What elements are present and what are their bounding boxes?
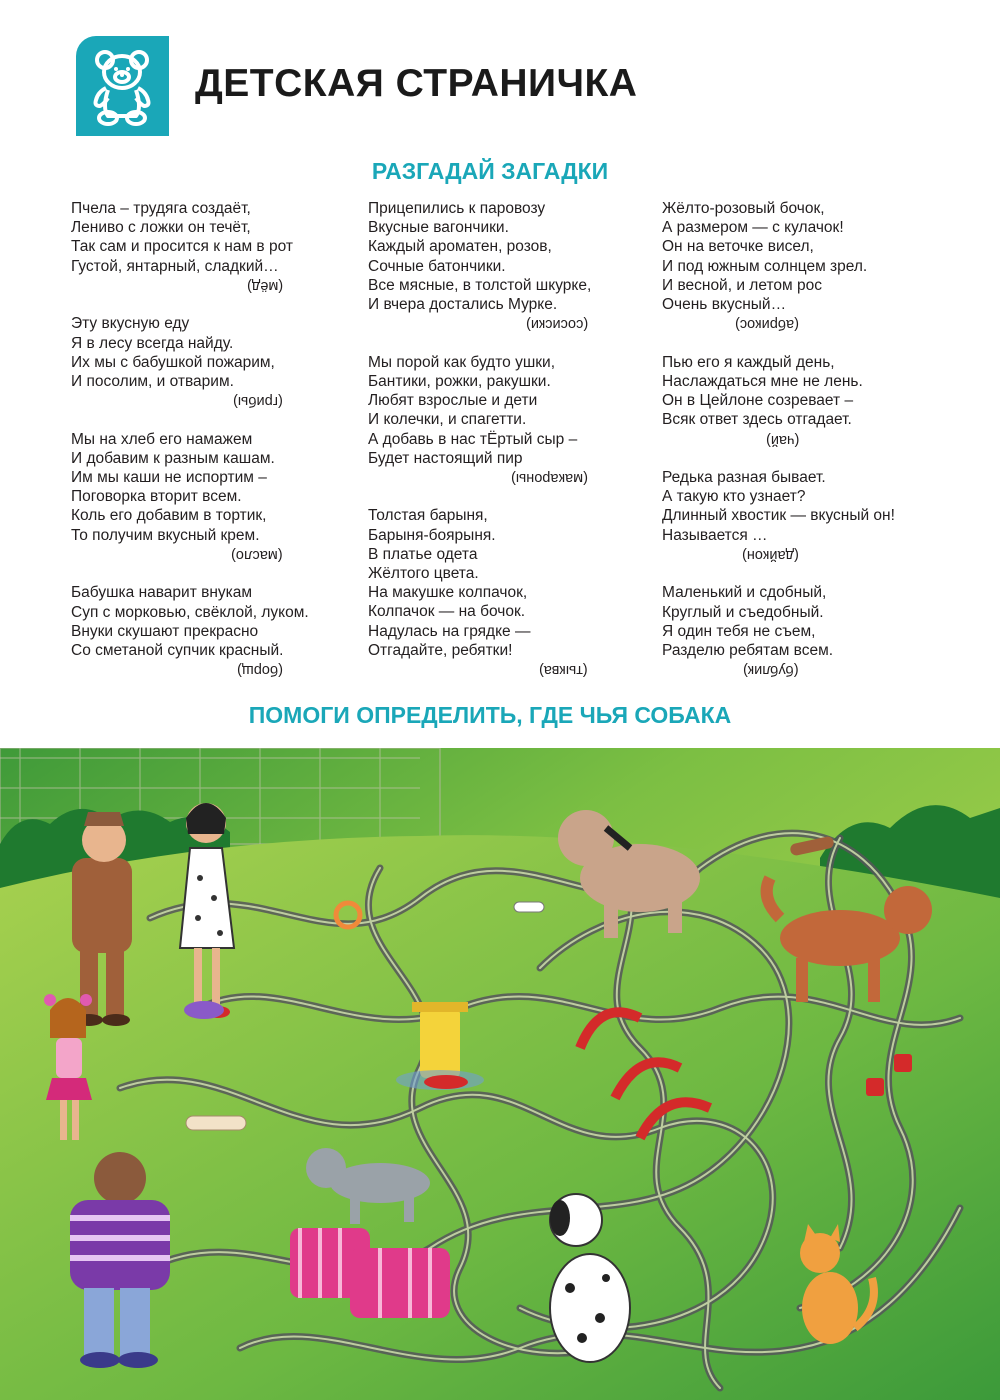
riddle-line: Мы на хлеб его намажем [71, 430, 253, 448]
riddle-answer [662, 430, 942, 449]
riddle-line: На макушке колпачок, [368, 584, 528, 602]
riddle [71, 199, 351, 295]
riddle-line: Эту вкусную еду [71, 315, 190, 333]
dog-maze-illustration [0, 748, 1000, 1400]
riddle-line: Все мясные, в толстой шкурке, [368, 276, 592, 294]
riddle-answer-text: (грибы) [233, 393, 283, 410]
riddle [662, 353, 942, 449]
riddle-line: И весной, и летом рос [662, 276, 822, 294]
riddle-line: Любят взрослые и дети [368, 392, 538, 410]
riddle-answer-text: (бублик) [743, 662, 799, 679]
riddle-line: Мы порой как будто ушки, [368, 353, 556, 371]
riddle-line: Жёлто-розовый бочок, [662, 200, 825, 217]
riddle-line: Каждый ароматен, розов, [368, 238, 552, 256]
riddle-line: Всяк ответ здесь отгадает. [662, 411, 852, 429]
riddle-line: Называется … [662, 526, 768, 544]
riddle [368, 199, 648, 333]
riddle-line: Лениво с ложки он течёт, [71, 219, 251, 237]
riddle-answer-text: (абрикос) [734, 316, 799, 333]
riddle-line: Сочные батончики. [368, 257, 506, 275]
riddle-line: Редька разная бывает. [662, 469, 826, 487]
riddle-line: Суп с морковью, свёклой, луком. [71, 603, 309, 621]
riddle-line: Барыня-боярыня. [368, 526, 496, 544]
riddle-line: Он на веточке висел, [662, 238, 814, 256]
riddle-line: Густой, янтарный, сладкий… [71, 257, 279, 275]
riddle-answer-text: (тыква) [539, 662, 588, 679]
riddle [368, 506, 648, 679]
riddle-answer-text: (чай) [765, 431, 799, 448]
riddle-line: Отгадайте, ребятки! [368, 641, 513, 659]
riddle-line: Разделю ребятам всем. [662, 641, 834, 659]
riddle-answer [368, 660, 648, 679]
riddle-line: Я в лесу всегда найду. [71, 334, 234, 352]
riddle [368, 353, 648, 487]
riddle-line: Колпачок — на бочок. [368, 603, 526, 621]
riddle-line: Наслаждаться мне не лень. [662, 372, 863, 390]
riddle-answer-text: (макароны) [511, 469, 588, 486]
riddle-answer [662, 314, 942, 333]
riddle-line: Так сам и просится к нам в рот [71, 238, 293, 256]
riddle-line: Пью его я каждый день, [662, 353, 835, 371]
riddle [662, 199, 942, 333]
riddle-answer-text: (мёд) [246, 277, 283, 294]
riddle-answer [662, 660, 942, 679]
riddle-line: Им мы каши не испортим – [71, 469, 267, 487]
riddle-line: А такую кто узнает? [662, 488, 806, 506]
riddle-line: Пчела – трудяга создаёт, [71, 200, 251, 217]
riddle-line: Бабушка наварит внукам [71, 584, 253, 602]
riddle-line: Он в Цейлоне созревает – [662, 392, 854, 410]
riddle-line: Поговорка вторит всем. [71, 488, 242, 506]
riddle-line: Толстая барыня, [368, 507, 488, 525]
riddle-line: И колечки, и спагетти. [368, 411, 527, 429]
riddle-line: Вкусные вагончики. [368, 219, 509, 237]
riddle-column-3 [662, 199, 942, 699]
riddle [71, 583, 351, 679]
page-title: ДЕТСКАЯ СТРАНИЧКА [195, 62, 638, 105]
riddle-column-1 [71, 199, 351, 699]
riddle-column-2 [368, 199, 648, 699]
riddle-line: Прицепились к паровозу [368, 200, 546, 217]
riddle-answer [71, 391, 351, 410]
riddle-answer [368, 314, 648, 333]
riddle-answer-text: (борщ) [236, 662, 283, 679]
riddle-answer [368, 468, 648, 487]
maze-heading: ПОМОГИ ОПРЕДЕЛИТЬ, ГДЕ ЧЬЯ СОБАКА [248, 702, 732, 728]
riddle-line: И посолим, и отварим. [71, 372, 234, 390]
riddle-line: Бантики, рожки, ракушки. [368, 372, 551, 390]
riddle-line: Внуки скушают прекрасно [71, 622, 259, 640]
riddle-answer [71, 276, 351, 295]
riddle-line: Я один тебя не съем, [662, 622, 816, 640]
riddle [71, 430, 351, 564]
riddle-line: И добавим к разным кашам. [71, 449, 275, 467]
riddle-answer [71, 660, 351, 679]
riddle-answer [71, 545, 351, 564]
riddle [71, 314, 351, 410]
riddle-line: А размером — с кулачок! [662, 219, 844, 237]
riddle-answer [662, 545, 942, 564]
riddle-line: Их мы с бабушкой пожарим, [71, 353, 275, 371]
teddy-bear-icon [86, 48, 159, 126]
riddle-line: Длинный хвостик — вкусный он! [662, 507, 895, 525]
riddle-line: Круглый и съедобный. [662, 603, 824, 621]
riddle-line: В платье одета [368, 545, 478, 563]
riddle-line: Очень вкусный… [662, 296, 787, 314]
teddy-bear-badge [76, 36, 169, 136]
riddle-line: Будет настоящий пир [368, 449, 523, 467]
riddles-heading: РАЗГАДАЙ ЗАГАДКИ [371, 158, 609, 184]
riddle-line: То получим вкусный крем. [71, 526, 260, 544]
riddle-line: Маленький и сдобный, [662, 584, 827, 602]
riddle [662, 583, 942, 679]
riddle-answer-text: (масло) [231, 546, 283, 563]
riddle-line: И вчера достались Мурке. [368, 296, 558, 314]
riddle [662, 468, 942, 564]
riddle-line: Жёлтого цвета. [368, 565, 479, 583]
riddle-answer-text: (дайкон) [742, 546, 799, 563]
riddle-line: И под южным солнцем зрел. [662, 257, 868, 275]
riddle-line: А добавь в нас тЁртый сыр – [368, 430, 578, 448]
riddle-line: Со сметаной супчик красный. [71, 641, 284, 659]
riddle-answer-text: (сосиски) [525, 316, 588, 333]
riddle-line: Коль его добавим в тортик, [71, 507, 267, 525]
riddle-line: Надулась на грядке — [368, 622, 531, 640]
